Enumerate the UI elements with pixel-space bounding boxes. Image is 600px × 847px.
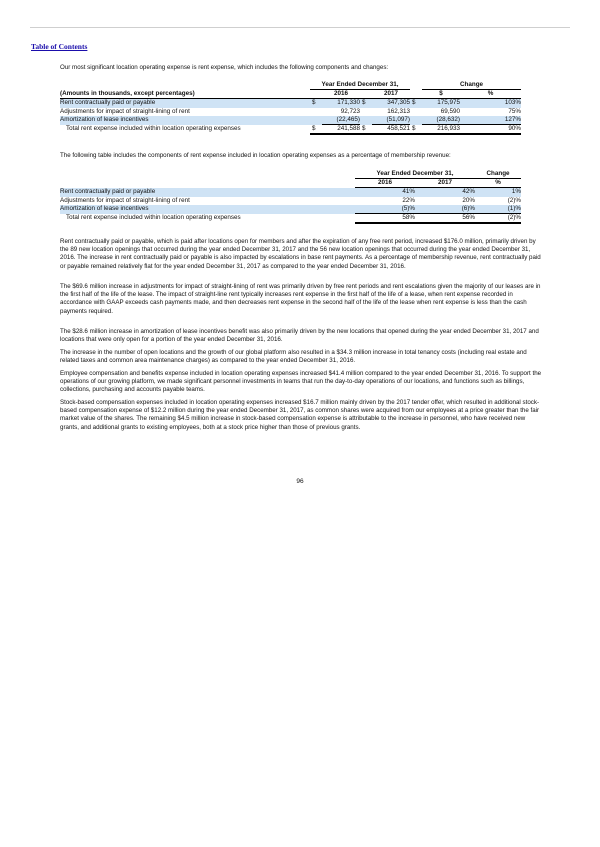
table-of-contents-link[interactable]: Table of Contents [31, 42, 88, 51]
paragraph-tenancy-costs: The increase in the number of open locations and the growth of our global platform also resulted in a $34.3 million increase in total tenancy costs (including real estate and related taxes and common area maintenance charges) as compared to the year ended December 31, 2016. [60, 349, 527, 365]
paragraph-employee-compensation: Employee compensation and benefits expense included in location operating expenses increased $41.4 million compared to the year ended December 31, 2016. To support the operations of our growing platform, we made significant personnel investments in teams that run the day-to-day operations of our locations, and functions such as billings, collections, purchasing and accounts payable teams. [60, 370, 542, 394]
table-row-total: Total rent expense included within location operating expenses 58% 56% (2)% [66, 214, 521, 222]
rent-percent-table [60, 170, 521, 224]
paragraph-lease-incentives: The $28.6 million increase in amortization of lease incentives benefit was also primarily driven by the new locations that opened during the year ended December 31, 2017 and locations that were only open for a portion of the year ended December 31, 2016. [60, 328, 539, 344]
table-row: Rent contractually paid or payable $ 171,330 $ 347,305 $ 175,975 103% [60, 99, 521, 107]
change-header-2: Change [475, 170, 521, 179]
table-row: Amortization of lease incentives (5)% (6)% (1)% [60, 204, 521, 213]
intro-text: Our most significant location operating expense is rent expense, which includes the following components and changes: [60, 64, 389, 71]
top-rule [30, 27, 570, 28]
table-row: Adjustments for impact of straight-lining of rent 92,723 162,313 69,590 75% [60, 107, 521, 115]
rent-expense-table [60, 81, 521, 135]
paragraph-straight-lining: The $69.6 million increase in adjustments for impact of straight-lining of rent was primarily driven by free rent periods and rent escalations given the majority of our leases are in the first half of the life of the lease. The impact of straight-line rent typically increases rent expense in the first half of the life of a lease, when rent expense recorded in accordance with GAAP exceeds cash payments made, and then decreases rent expense in the second half of the life of the lease when rent expense is less than the cash payments required. [60, 283, 541, 315]
amounts-label: (Amounts in thousands, except percentages) [60, 90, 310, 99]
col-pct-b: % [475, 179, 521, 188]
table-row-total: Total rent expense included within location operating expenses $ 241,588 $ 458,521 $ 216,933 90% [66, 124, 521, 133]
col-dollar: $ [422, 90, 460, 99]
col-2016: 2016 [322, 90, 360, 99]
col-2017: 2017 [372, 90, 410, 99]
paragraph-stock-compensation: Stock-based compensation expenses included in location operating expenses increased $16.7 million mainly driven by the 2017 tender offer, which resulted in additional stock-based compensation expense of $12.2 million during the year ended December 31, 2017, as common shares were acquired from our employees at a price greater than the fair market value of the shares. The remaining $4.5 million increase in stock-based compensation expense is attributable to the increase in personnel, who have received new grants, and additional grants to existing employees, both at a stock price higher than those of previous grants. [60, 399, 540, 431]
table-row: Adjustments for impact of straight-lining of rent 22% 20% (2)% [60, 196, 521, 204]
table-row: Rent contractually paid or payable 41% 42% 1% [60, 188, 521, 196]
change-header: Change [422, 81, 521, 90]
page-number: 96 [296, 478, 304, 485]
period-header-2: Year Ended December 31, [355, 170, 475, 179]
col-2017-b: 2017 [415, 179, 475, 188]
intro2-text: The following table includes the components of rent expense included in location operating expenses as a percentage of membership revenue: [60, 152, 451, 159]
period-header: Year Ended December 31, [310, 81, 410, 90]
col-2016-b: 2016 [355, 179, 415, 188]
paragraph-rent-contractual: Rent contractually paid or payable, which is paid after locations open for members and after the expiration of any free rent period, increased $176.0 million, primarily driven by the 89 new location openings that occurred during the year ended December 31, 2017 and the 56 new location openings that occurred during the year ended December 31, 2016. The increase in rent contractually paid or payable is also impacted by escalations in base rent payments. As a percentage of membership revenue, rent contractually paid or payable remained relatively flat for the year ended December 31, 2017 as compared to the year ended December 31, 2016. [60, 238, 541, 270]
table-row: Amortization of lease incentives (22,465) (51,097) (28,632) 127% [60, 115, 521, 124]
col-pct: % [460, 90, 521, 99]
